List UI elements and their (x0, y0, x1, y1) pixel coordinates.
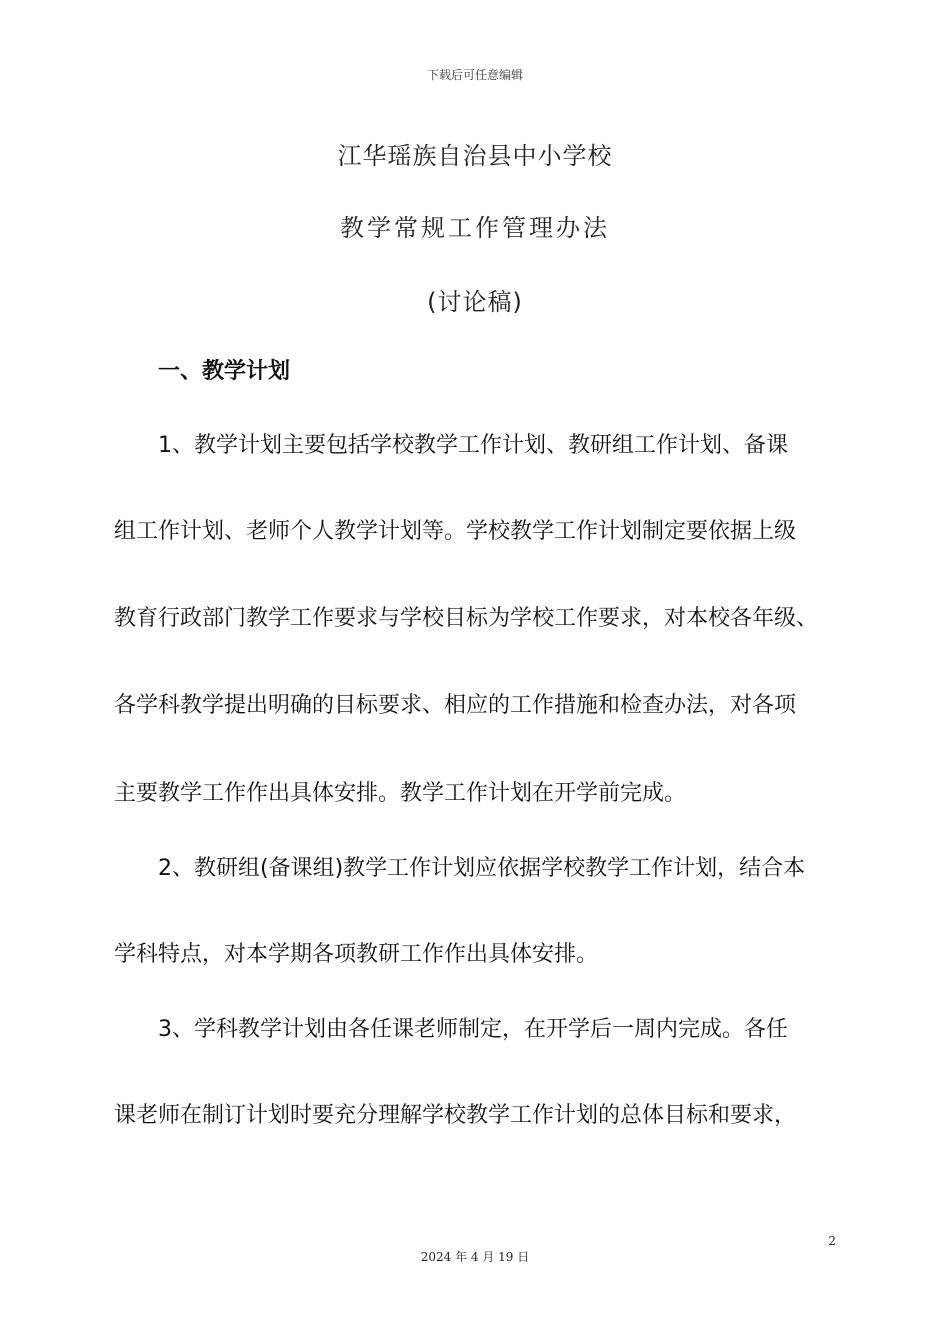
paragraph-line: 2、教研组(备课组)教学工作计划应依据学校教学工作计划，结合本 (158, 856, 806, 881)
document-title: 江华瑶族自治县中小学校 (337, 142, 613, 170)
paragraph-line: 课老师在制订计划时要充分理解学校教学工作计划的总体目标和要求， (114, 1103, 797, 1128)
section-heading: 一、教学计划 (158, 359, 291, 384)
paragraph-line: 教育行政部门教学工作要求与学校目标为学校工作要求，对本校各年级、 (114, 606, 819, 631)
page-number: 2 (828, 1234, 836, 1248)
draft-label: (讨论稿) (427, 288, 523, 316)
paragraph-line: 主要教学工作作出具体安排。教学工作计划在开学前完成。 (114, 781, 687, 806)
paragraph-line: 组工作计划、老师个人教学计划等。学校教学工作计划制定要依据上级 (114, 519, 797, 544)
paragraph-line: 1、教学计划主要包括学校教学工作计划、教研组工作计划、备课 (158, 433, 788, 458)
header-note: 下载后可任意编辑 (426, 68, 523, 82)
paragraph-line: 各学科教学提出明确的目标要求、相应的工作措施和检查办法，对各项 (114, 693, 797, 718)
paragraph-line: 学科特点，对本学期各项教研工作作出具体安排。 (114, 942, 599, 967)
footer-date: 2024 年 4 月 19 日 (420, 1250, 530, 1264)
paragraph-line: 3、学科教学计划由各任课老师制定，在开学后一周内完成。各任 (158, 1017, 788, 1042)
document-subtitle: 教学常规工作管理办法 (340, 214, 610, 242)
